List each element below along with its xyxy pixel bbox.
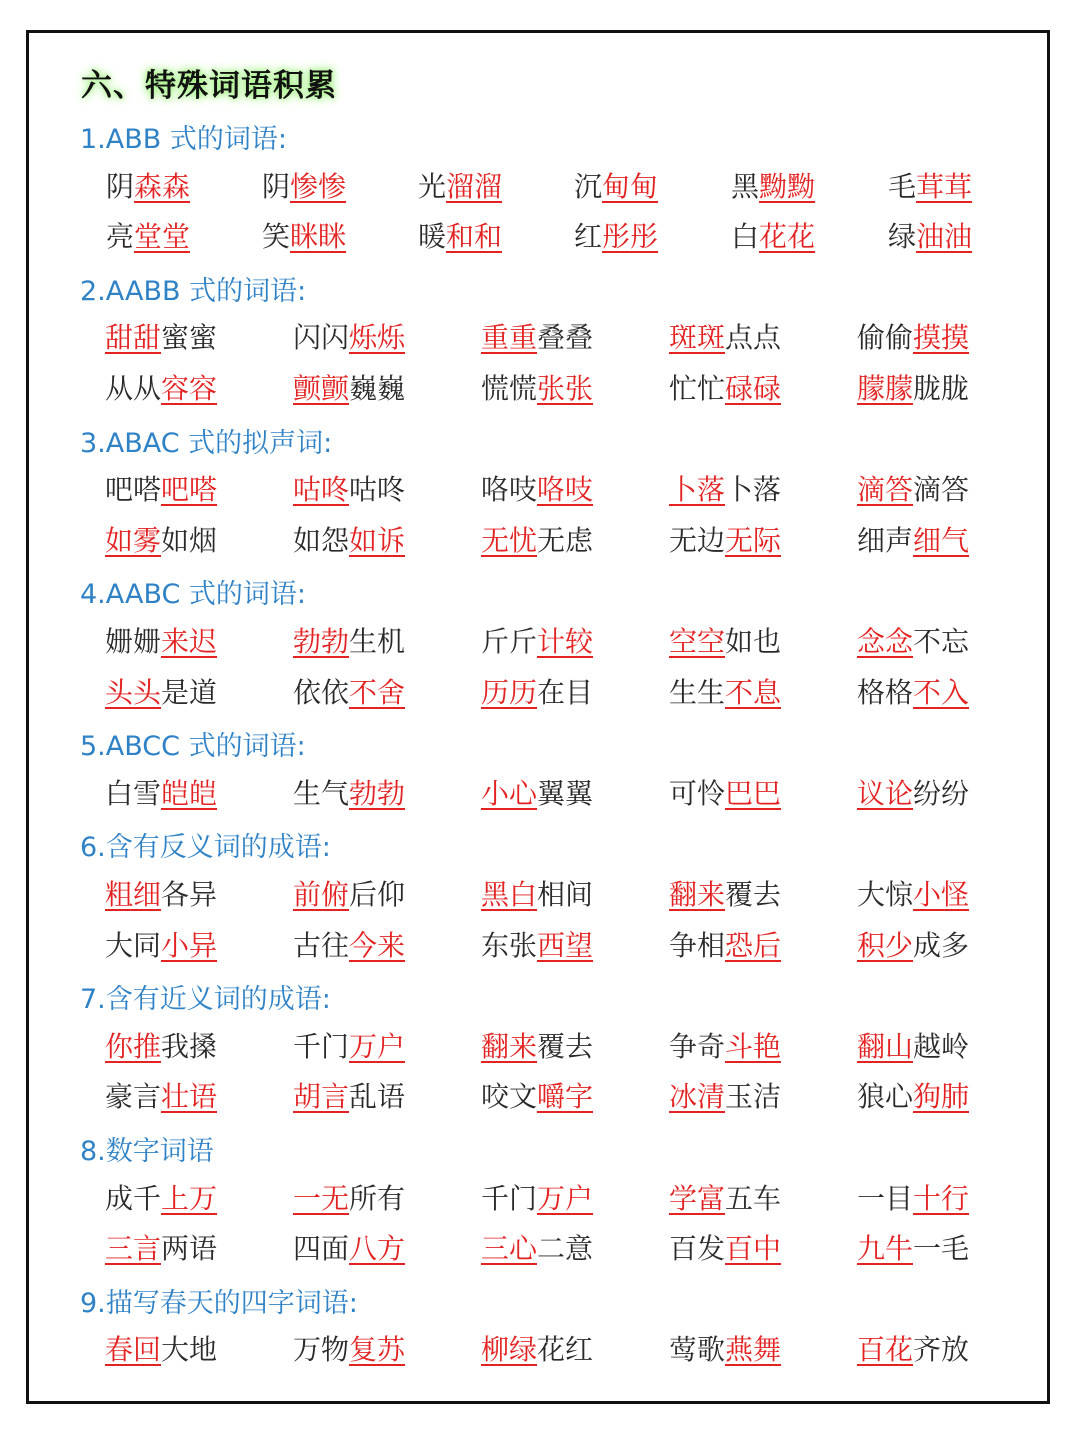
fill-in-answer: 彤彤 — [602, 220, 659, 254]
page-title: 六、特殊词语积累 — [81, 68, 337, 104]
word-item — [481, 1027, 593, 1067]
given-text: 斤斤 — [481, 625, 538, 658]
fill-in-answer: 来迟 — [161, 625, 218, 658]
fill-in-answer: 三心 — [481, 1232, 538, 1266]
word-item — [481, 369, 593, 409]
fill-in-answer: 前俯 — [293, 878, 350, 911]
word-row — [0, 521, 1080, 561]
given-text: 千门 — [293, 1029, 350, 1063]
given-text: 玉洁 — [725, 1080, 782, 1114]
fill-in-answer: 万户 — [349, 1029, 406, 1063]
given-text: 毛 — [888, 169, 917, 203]
given-text: 无虑 — [537, 523, 594, 557]
given-text: 齐放 — [913, 1333, 970, 1367]
fill-in-answer: 碌碌 — [725, 372, 782, 405]
word-row — [0, 369, 1080, 409]
fill-in-answer: 胡言 — [293, 1080, 350, 1114]
fill-in-answer: 不入 — [913, 675, 970, 709]
word-item — [481, 673, 593, 713]
fill-in-answer: 烁烁 — [349, 321, 406, 355]
word-item — [105, 673, 217, 713]
fill-in-answer: 不舍 — [349, 675, 406, 709]
word-item — [857, 369, 969, 409]
given-text: 咬文 — [481, 1080, 538, 1114]
word-item — [669, 774, 781, 814]
word-item — [105, 774, 217, 814]
fill-in-answer: 翻来 — [481, 1029, 538, 1063]
fill-in-answer: 小怪 — [913, 878, 970, 911]
fill-in-answer: 溜溜 — [446, 169, 503, 203]
given-text: 从从 — [105, 372, 162, 405]
given-text: 东张 — [481, 928, 538, 962]
word-item — [857, 875, 969, 915]
word-item — [857, 673, 969, 713]
given-text: 越岭 — [913, 1029, 970, 1063]
word-item — [293, 1229, 405, 1269]
given-text: 如烟 — [161, 523, 218, 557]
word-row — [0, 1330, 1080, 1370]
word-item — [262, 217, 346, 257]
fill-in-answer: 上万 — [161, 1181, 218, 1215]
word-item — [669, 1330, 781, 1370]
word-row — [0, 167, 1080, 207]
given-text: 所有 — [349, 1181, 406, 1215]
fill-in-answer: 学富 — [669, 1181, 726, 1215]
given-text: 无边 — [669, 523, 726, 557]
section-heading: 5.ABCC 式的词语: — [80, 731, 306, 763]
fill-in-answer: 复苏 — [349, 1333, 406, 1367]
given-text: 两语 — [161, 1232, 218, 1266]
given-text: 后仰 — [349, 878, 406, 911]
fill-in-answer: 花花 — [759, 220, 816, 254]
given-text: 依依 — [293, 675, 350, 709]
given-text: 白雪 — [105, 776, 162, 810]
fill-in-answer: 眯眯 — [290, 220, 347, 254]
word-item — [857, 1330, 969, 1370]
word-item — [669, 673, 781, 713]
given-text: 大同 — [105, 928, 162, 962]
given-text: 生气 — [293, 776, 350, 810]
fill-in-answer: 皑皑 — [161, 776, 218, 810]
word-item — [293, 369, 405, 409]
word-item — [105, 470, 217, 510]
word-item — [888, 167, 972, 207]
word-item — [293, 470, 405, 510]
fill-in-answer: 卜落 — [669, 473, 726, 507]
section-heading: 4.AABC 式的词语: — [80, 579, 307, 611]
word-item — [418, 217, 502, 257]
fill-in-answer: 摸摸 — [913, 321, 970, 355]
given-text: 阴 — [262, 169, 291, 203]
fill-in-answer: 议论 — [857, 776, 914, 810]
word-item — [105, 926, 217, 966]
word-item — [293, 774, 405, 814]
fill-in-answer: 十行 — [913, 1181, 970, 1215]
given-text: 争相 — [669, 928, 726, 962]
word-item — [669, 318, 781, 358]
word-item — [262, 167, 346, 207]
fill-in-answer: 一无 — [293, 1181, 350, 1215]
fill-in-answer: 颤颤 — [293, 372, 350, 405]
given-text: 乱语 — [349, 1080, 406, 1114]
section-heading: 8.数字词语 — [80, 1136, 214, 1167]
word-item — [481, 875, 593, 915]
given-text: 可怜 — [669, 776, 726, 810]
given-text: 如怨 — [293, 523, 350, 557]
word-item — [105, 622, 217, 662]
word-row — [0, 1229, 1080, 1269]
word-item — [481, 774, 593, 814]
fill-in-answer: 和和 — [446, 220, 503, 254]
word-item — [481, 470, 593, 510]
fill-in-answer: 如雾 — [105, 523, 162, 557]
section-heading: 2.AABB 式的词语: — [80, 275, 307, 307]
word-item — [481, 1330, 593, 1370]
given-text: 四面 — [293, 1232, 350, 1266]
given-text: 暖 — [418, 220, 447, 254]
word-item — [106, 167, 190, 207]
word-item — [669, 1179, 781, 1219]
word-item — [669, 470, 781, 510]
given-text: 如也 — [725, 625, 782, 658]
given-text: 点点 — [725, 321, 782, 355]
given-text: 万物 — [293, 1333, 350, 1367]
fill-in-answer: 斑斑 — [669, 321, 726, 355]
fill-in-answer: 重重 — [481, 321, 538, 355]
word-item — [574, 167, 658, 207]
given-text: 一毛 — [913, 1232, 970, 1266]
given-text: 在目 — [537, 675, 594, 709]
given-text: 相间 — [537, 878, 594, 911]
word-item — [105, 1077, 217, 1117]
given-text: 千门 — [481, 1181, 538, 1215]
fill-in-answer: 甜甜 — [105, 321, 162, 355]
given-text: 咯吱 — [481, 473, 538, 507]
given-text: 白 — [731, 220, 760, 254]
fill-in-answer: 无忧 — [481, 523, 538, 557]
fill-in-answer: 滴答 — [857, 473, 914, 507]
fill-in-answer: 你推 — [105, 1029, 162, 1063]
word-item — [481, 521, 593, 561]
fill-in-answer: 细气 — [913, 523, 970, 557]
fill-in-answer: 油油 — [916, 220, 973, 254]
fill-in-answer: 咕咚 — [293, 473, 350, 507]
word-item — [574, 217, 658, 257]
fill-in-answer: 恐后 — [725, 928, 782, 962]
fill-in-answer: 冰清 — [669, 1080, 726, 1114]
word-item — [481, 1179, 593, 1219]
word-item — [106, 217, 190, 257]
word-item — [293, 926, 405, 966]
given-text: 不忘 — [913, 625, 970, 658]
word-item — [857, 1027, 969, 1067]
given-text: 二意 — [537, 1232, 594, 1266]
word-item — [105, 318, 217, 358]
fill-in-answer: 壮语 — [161, 1080, 218, 1114]
word-item — [731, 167, 815, 207]
given-text: 生机 — [349, 625, 406, 658]
given-text: 生生 — [669, 675, 726, 709]
word-item — [293, 622, 405, 662]
word-item — [857, 1229, 969, 1269]
given-text: 百发 — [669, 1232, 726, 1266]
section-heading: 9.描写春天的四字词语: — [80, 1287, 358, 1319]
fill-in-answer: 翻山 — [857, 1029, 914, 1063]
word-item — [105, 1330, 217, 1370]
word-item — [669, 875, 781, 915]
fill-in-answer: 森森 — [134, 169, 191, 203]
fill-in-answer: 三言 — [105, 1232, 162, 1266]
word-item — [105, 521, 217, 561]
word-item — [857, 1179, 969, 1219]
word-item — [857, 1077, 969, 1117]
word-item — [105, 1229, 217, 1269]
fill-in-answer: 西望 — [537, 928, 594, 962]
section-heading: 6.含有反义词的成语: — [80, 832, 331, 864]
section-heading: 3.ABAC 式的拟声词: — [80, 427, 333, 459]
given-text: 成多 — [913, 928, 970, 962]
given-text: 我搡 — [161, 1029, 218, 1063]
word-item — [105, 1027, 217, 1067]
given-text: 姗姗 — [105, 625, 162, 658]
word-row — [0, 622, 1080, 662]
word-item — [857, 926, 969, 966]
word-item — [481, 926, 593, 966]
fill-in-answer: 黝黝 — [759, 169, 816, 203]
word-row — [0, 1077, 1080, 1117]
word-item — [293, 1027, 405, 1067]
fill-in-answer: 惨惨 — [290, 169, 347, 203]
fill-in-answer: 吧嗒 — [161, 473, 218, 507]
given-text: 沉 — [574, 169, 603, 203]
word-item — [293, 1179, 405, 1219]
word-item — [481, 318, 593, 358]
word-item — [857, 774, 969, 814]
word-item — [888, 217, 972, 257]
word-row — [0, 673, 1080, 713]
word-item — [669, 1027, 781, 1067]
given-text: 大地 — [161, 1333, 218, 1367]
fill-in-answer: 春回 — [105, 1333, 162, 1367]
word-item — [857, 521, 969, 561]
given-text: 蜜蜜 — [161, 321, 218, 355]
given-text: 忙忙 — [669, 372, 726, 405]
fill-in-answer: 勃勃 — [349, 776, 406, 810]
fill-in-answer: 狗肺 — [913, 1080, 970, 1114]
word-item — [105, 875, 217, 915]
word-item — [293, 521, 405, 561]
word-item — [857, 622, 969, 662]
word-row — [0, 470, 1080, 510]
given-text: 古往 — [293, 928, 350, 962]
given-text: 黑 — [731, 169, 760, 203]
word-row — [0, 1027, 1080, 1067]
fill-in-answer: 咯吱 — [537, 473, 594, 507]
fill-in-answer: 黑白 — [481, 878, 538, 911]
fill-in-answer: 计较 — [537, 625, 594, 658]
fill-in-answer: 积少 — [857, 928, 914, 962]
given-text: 格格 — [857, 675, 914, 709]
word-item — [481, 622, 593, 662]
given-text: 光 — [418, 169, 447, 203]
fill-in-answer: 茸茸 — [916, 169, 973, 203]
given-text: 笑 — [262, 220, 291, 254]
fill-in-answer: 不息 — [725, 675, 782, 709]
fill-in-answer: 今来 — [349, 928, 406, 962]
given-text: 花红 — [537, 1333, 594, 1367]
word-item — [669, 521, 781, 561]
fill-in-answer: 如诉 — [349, 523, 406, 557]
fill-in-answer: 巴巴 — [725, 776, 782, 810]
word-item — [669, 926, 781, 966]
given-text: 闪闪 — [293, 321, 350, 355]
fill-in-answer: 百花 — [857, 1333, 914, 1367]
given-text: 咕咚 — [349, 473, 406, 507]
fill-in-answer: 无际 — [725, 523, 782, 557]
fill-in-answer: 堂堂 — [134, 220, 191, 254]
fill-in-answer: 容容 — [161, 372, 218, 405]
word-item — [293, 875, 405, 915]
word-item — [669, 1077, 781, 1117]
word-item — [418, 167, 502, 207]
fill-in-answer: 历历 — [481, 675, 538, 709]
fill-in-answer: 斗艳 — [725, 1029, 782, 1063]
section-heading: 1.ABB 式的词语: — [80, 124, 287, 155]
fill-in-answer: 百中 — [725, 1232, 782, 1266]
word-item — [857, 318, 969, 358]
given-text: 覆去 — [537, 1029, 594, 1063]
fill-in-answer: 九牛 — [857, 1232, 914, 1266]
given-text: 滴答 — [913, 473, 970, 507]
fill-in-answer: 嚼字 — [537, 1080, 594, 1114]
given-text: 亮 — [106, 220, 135, 254]
given-text: 绿 — [888, 220, 917, 254]
word-item — [105, 1179, 217, 1219]
given-text: 各异 — [161, 878, 218, 911]
word-item — [293, 318, 405, 358]
fill-in-answer: 念念 — [857, 625, 914, 658]
fill-in-answer: 小异 — [161, 928, 218, 962]
word-row — [0, 318, 1080, 358]
fill-in-answer: 柳绿 — [481, 1333, 538, 1367]
given-text: 五车 — [725, 1181, 782, 1215]
given-text: 成千 — [105, 1181, 162, 1215]
given-text: 争奇 — [669, 1029, 726, 1063]
given-text: 慌慌 — [481, 372, 538, 405]
fill-in-answer: 勃勃 — [293, 625, 350, 658]
given-text: 阴 — [106, 169, 135, 203]
word-item — [293, 1330, 405, 1370]
word-item — [293, 673, 405, 713]
word-item — [105, 369, 217, 409]
given-text: 大惊 — [857, 878, 914, 911]
given-text: 叠叠 — [537, 321, 594, 355]
given-text: 吧嗒 — [105, 473, 162, 507]
word-row — [0, 1179, 1080, 1219]
given-text: 胧胧 — [913, 372, 970, 405]
given-text: 细声 — [857, 523, 914, 557]
word-row — [0, 217, 1080, 257]
given-text: 覆去 — [725, 878, 782, 911]
word-row — [0, 774, 1080, 814]
fill-in-answer: 燕舞 — [725, 1333, 782, 1367]
fill-in-answer: 张张 — [537, 372, 594, 405]
given-text: 翼翼 — [537, 776, 594, 810]
fill-in-answer: 甸甸 — [602, 169, 659, 203]
word-item — [481, 1077, 593, 1117]
word-row — [0, 926, 1080, 966]
fill-in-answer: 翻来 — [669, 878, 726, 911]
fill-in-answer: 八方 — [349, 1232, 406, 1266]
given-text: 纷纷 — [913, 776, 970, 810]
word-item — [481, 1229, 593, 1269]
fill-in-answer: 头头 — [105, 675, 162, 709]
given-text: 一目 — [857, 1181, 914, 1215]
given-text: 巍巍 — [349, 372, 406, 405]
given-text: 豪言 — [105, 1080, 162, 1114]
word-item — [669, 1229, 781, 1269]
fill-in-answer: 小心 — [481, 776, 538, 810]
given-text: 狼心 — [857, 1080, 914, 1114]
word-item — [669, 369, 781, 409]
word-item — [731, 217, 815, 257]
fill-in-answer: 空空 — [669, 625, 726, 658]
section-heading: 7.含有近义词的成语: — [80, 984, 331, 1016]
given-text: 红 — [574, 220, 603, 254]
given-text: 偷偷 — [857, 321, 914, 355]
word-item — [293, 1077, 405, 1117]
fill-in-answer: 朦朦 — [857, 372, 914, 405]
fill-in-answer: 万户 — [537, 1181, 594, 1215]
given-text: 卜落 — [725, 473, 782, 507]
word-item — [857, 470, 969, 510]
word-item — [669, 622, 781, 662]
fill-in-answer: 粗细 — [105, 878, 162, 911]
given-text: 莺歌 — [669, 1333, 726, 1367]
word-row — [0, 875, 1080, 915]
given-text: 是道 — [161, 675, 218, 709]
